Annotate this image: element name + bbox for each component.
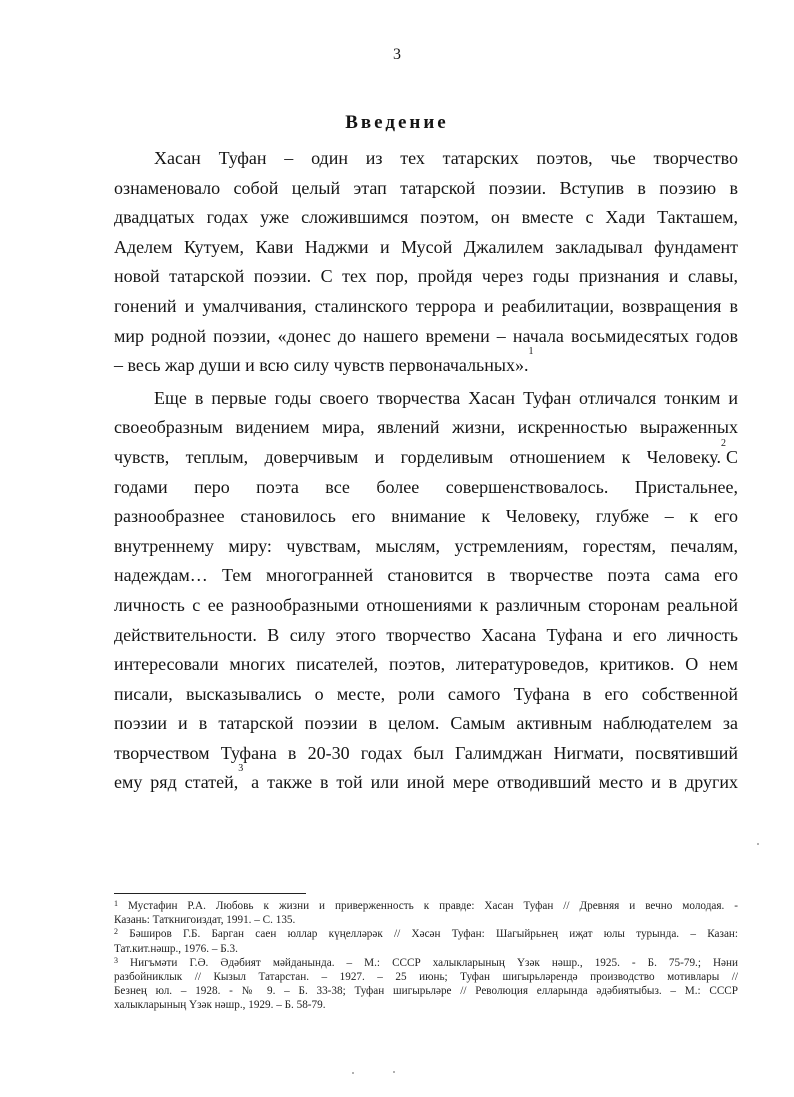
text-line: надеждам… Тем многогранней становится в творчестве поэта сама его [114, 565, 738, 586]
section-title: Введение [345, 112, 449, 133]
footnote-line: халыкларының Үзәк нәшр., 1929. – Б. 58-79. [114, 999, 326, 1012]
text-line [114, 346, 738, 381]
text-line: ознаменовало собой целый этап татарской поэзии. Вступив в поэзию в [114, 177, 738, 198]
body-text [114, 144, 738, 798]
text-line: новой татарской поэзии. С тех пор, пройдя через годы признания и славы, [114, 266, 738, 287]
text-line: творчеством Туфана в 20-30 годах был Галимджан Нигмати, посвятивший [114, 742, 738, 763]
text-line: интересовали многих писателей, поэтов, литературоведов, критиков. О нем [114, 654, 738, 675]
footnote-text: Мустафин Р.А. Любовь к жизни и приверженность к правде: Хасан Туфан // Древняя и вечно молодая. - [128, 900, 739, 912]
footnote-line: Тат.кит.нәшр., 1976. – Б.3. [114, 942, 238, 955]
text-line: гонений и умалчивания, сталинского террора и реабилитации, возвращения в [114, 295, 738, 316]
text-line: разнообразнее становилось его внимание к Человеку, глубже – к его [114, 506, 738, 527]
text-line: двадцатых годах уже сложившимся поэтом, он вместе с Хади Такташем, [114, 207, 738, 228]
footnote-text: Нигъмәти Г.Ә. Әдәбият мәйданында. – М.: СССР халыкларының Үзәк нәшр., 1925. - Б. 75-79.; Нәни [130, 956, 739, 969]
text-fragment: чувств, теплым, доверчивым и горделивым отношением к Человеку. [114, 446, 721, 467]
text-line [114, 763, 738, 798]
footnote-divider [114, 893, 306, 894]
footnote-line [114, 956, 738, 970]
text-line: личность с ее разнообразными отношениями к различным сторонам реальной [114, 594, 738, 615]
text-fragment: ему ряд статей, [114, 772, 239, 793]
text-fragment: С [725, 446, 738, 467]
footnote-number: 1 [114, 899, 118, 908]
text-line: годами перо поэта все более совершенствовалось. Пристальнее, [114, 476, 738, 497]
footnote-line: Безнең юл. – 1928. - № 9. – Б. 33-38; Туфан шигырьләре // Революция елларында әдәбиятыбыз. – М.: СССР [114, 985, 738, 998]
footnotes [114, 899, 738, 1013]
footnote-line: разбойниклык // Кызыл Татарстан. – 1927. – 25 июнь; Туфан шигырьләрендә производство мотивлары // [114, 971, 738, 984]
scan-speck [352, 1072, 354, 1074]
text-line [114, 437, 738, 473]
text-line: Хасан Туфан – один из тех татарских поэтов, чье творчество [154, 148, 738, 168]
scan-speck [393, 1071, 395, 1073]
text-line: поэзии и в татарской поэзии в целом. Самым активным наблюдателем за [114, 713, 738, 734]
footnote-number: 2 [114, 927, 118, 937]
text-line: Еще в первые годы своего творчества Хасан Туфан отличался тонким и [154, 387, 738, 408]
footnote-text: Бәширов Г.Б. Барган саен юллар күңелләрәк // Хәсән Туфан: Шагыйрьнең иҗат юлы турында. – Казан: [129, 928, 739, 941]
footnote-line [114, 927, 738, 941]
footnote-ref: 2 [720, 437, 726, 449]
text-line: своеобразным видением мира, явлений жизни, искренностью выраженных [114, 417, 738, 438]
footnote-ref: 1 [528, 346, 534, 358]
text-fragment: – весь жар души и всю силу чувств первоначальных». [114, 355, 529, 376]
footnote-ref: 3 [238, 763, 244, 775]
footnote-line: Казань: Таткнигоиздат, 1991. – С. 135. [114, 914, 296, 927]
scan-speck [757, 843, 759, 845]
text-fragment: а также в той или иной мере отводивший место и в других [251, 772, 738, 793]
footnote-line [114, 899, 738, 913]
text-line: действительности. В силу этого творчество Хасана Туфана и его личность [114, 624, 738, 645]
text-line: мир родной поэзии, «донес до нашего времени – начала восьмидесятых годов [114, 325, 738, 346]
page-number: 3 [393, 46, 401, 63]
text-line: внутреннему миру: чувствам, мыслям, устремлениям, горестям, печалям, [114, 535, 738, 556]
text-line: писали, высказывались о месте, роли самого Туфана в его собственной [114, 683, 738, 704]
footnote-number: 3 [114, 955, 118, 965]
text-line: Аделем Кутуем, Кави Наджми и Мусой Джалилем закладывал фундамент [114, 236, 738, 257]
